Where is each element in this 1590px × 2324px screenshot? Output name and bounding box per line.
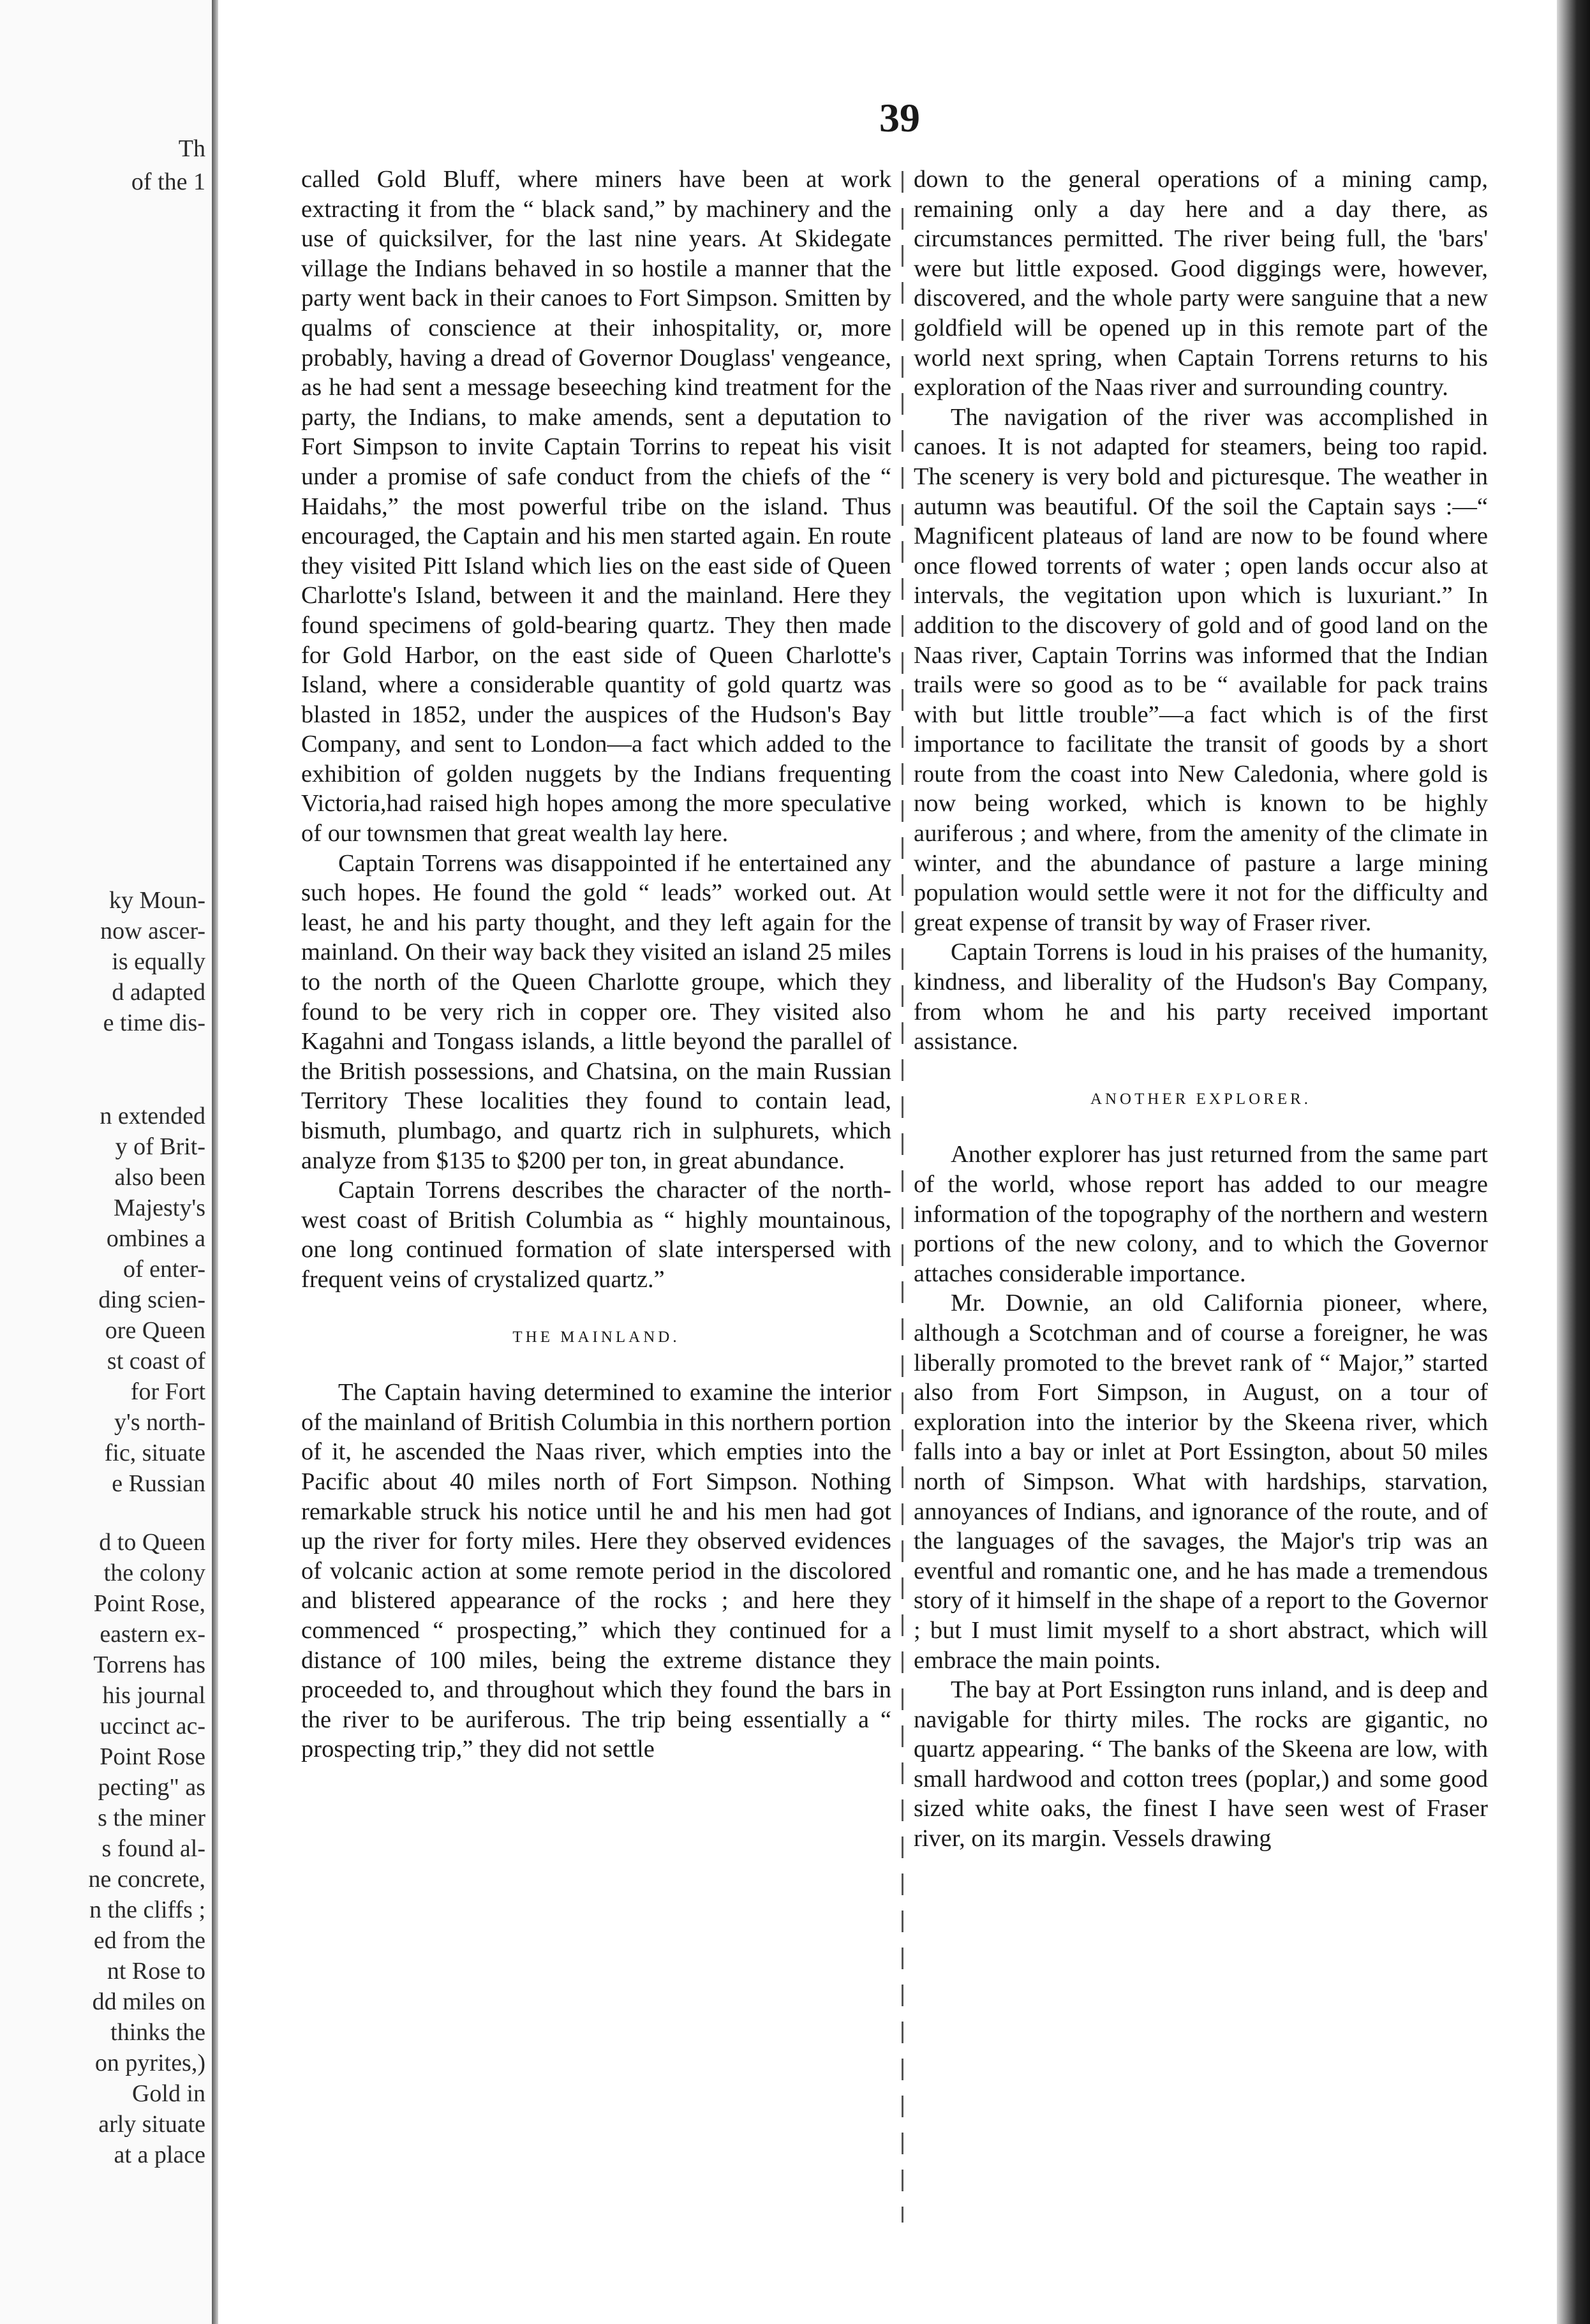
right-column bbox=[914, 165, 1488, 1854]
previous-page-fragment: ne concrete, bbox=[88, 1866, 205, 1893]
previous-page-fragment: uccinct ac- bbox=[100, 1713, 205, 1739]
previous-page-fragment: for Fort bbox=[130, 1378, 205, 1405]
previous-page-fragment: is equally bbox=[112, 948, 205, 975]
section-heading-mainland: THE MAINLAND. bbox=[512, 1328, 680, 1346]
previous-page-fragment: Point Rose, bbox=[93, 1590, 205, 1617]
previous-page-fragment: Point Rose bbox=[100, 1743, 205, 1770]
previous-page-fragment: dd miles on bbox=[92, 1988, 205, 2015]
left-column bbox=[301, 165, 891, 1764]
previous-page-fragment: fic, situate bbox=[104, 1440, 205, 1466]
previous-page-fragment: Majesty's bbox=[113, 1195, 205, 1221]
section-heading-another-explorer: ANOTHER EXPLORER. bbox=[1090, 1090, 1312, 1108]
previous-page-fragment: thinks the bbox=[110, 2019, 205, 2046]
paragraph: The navigation of the river was accomplished in canoes. It is not adapted for steamers, being too rapid. The scenery is very bold and picturesque. The weather in autumn was beautiful. Of the soil the Captain says :—“ Magnificent plateaus of land are now to be found where once flowed torrents of water ; open lands occur also at intervals, the vegitation upon which is luxuriant.” In addition to the discovery of gold and of good land on the Naas river, Captain Torrins was informed that the Indian trails were so good as to be “ available for pack trains with but little trouble”—a fact which is of the first importance to facilitate the transit of goods by a short route from the coast into New Caledonia, where gold is now being worked, which is known to be highly auriferous ; and where, from the amenity of the climate in winter, and the abundance of pasture a large mining population would settle were it not for the difficulty and great expense of transit by way of Fraser river. bbox=[914, 403, 1488, 936]
previous-page-fragment: ky Moun- bbox=[109, 887, 205, 914]
previous-page-fragment: of enter- bbox=[123, 1256, 205, 1283]
previous-page-fragment: s found al- bbox=[101, 1835, 205, 1862]
previous-page-fragment: of the 1 bbox=[131, 168, 205, 195]
paragraph: Captain Torrens is loud in his praises of the humanity, kindness, and liberality of the Hudson's Bay Company, from whom he and his party received important assistance. bbox=[914, 939, 1488, 1055]
previous-page-fragment: Th bbox=[178, 135, 205, 162]
previous-page-fragment: eastern ex- bbox=[100, 1621, 205, 1648]
page-gutter-shadow bbox=[212, 0, 218, 2324]
previous-page-fragment: the colony bbox=[103, 1560, 205, 1586]
paragraph: Another explorer has just returned from the same part of the world, whose report has added to our meagre information of the topography of the northern and western portions of the new colony, and to which the Governor attaches considerable importance. bbox=[914, 1141, 1488, 1287]
paragraph: The bay at Port Essington runs inland, and is deep and navigable for thirty miles. The rocks are gigantic, no quartz appearing. “ The banks of the Skeena are low, with small hardwood and cotton trees (poplar,) and some good sized white oaks, the finest I have seen west of Fraser river, on its margin. Vessels drawing bbox=[914, 1676, 1488, 1852]
previous-page-fragment: y's north- bbox=[114, 1409, 205, 1436]
previous-page-fragment: ombines a bbox=[106, 1225, 205, 1252]
column-divider bbox=[902, 171, 903, 2223]
previous-page-fragment: also been bbox=[114, 1164, 205, 1191]
previous-page-fragment: ore Queen bbox=[105, 1317, 205, 1344]
paragraph: Captain Torrens was disappointed if he entertained any such hopes. He found the gold “ leads” worked out. At least, he and his party thought, and they left again for the mainland. On their way back they visited an island 25 miles to the north of the Queen Charlotte groupe, which they found to be very rich in copper ore. They visited also Kagahni and Tongass islands, a little beyond the parallel of the British possessions, and Chatsina, on the main Russian Territory These localities they found to contain lead, bismuth, plumbago, and quartz rich in sulphurets, which analyze from $135 to $200 per ton, in great abundance. bbox=[301, 849, 891, 1174]
page-number: 39 bbox=[879, 95, 920, 140]
previous-page-fragment: e time dis- bbox=[103, 1009, 205, 1036]
page-right-edge bbox=[1557, 0, 1590, 2324]
previous-page-fragment: at a place bbox=[114, 2142, 205, 2168]
previous-page-fragment: ed from the bbox=[93, 1927, 205, 1954]
previous-page-fragment: arly situate bbox=[98, 2111, 205, 2138]
previous-page-edge bbox=[0, 0, 211, 2324]
previous-page-fragment: Gold in bbox=[131, 2080, 205, 2107]
paragraph: Mr. Downie, an old California pioneer, where, although a Scotchman and of course a foreigner, he was liberally promoted to the brevet rank of “ Major,” started also from Fort Simpson, in August, on a tour of exploration into the interior by the Skeena river, which falls into a bay or inlet at Port Essington, about 50 miles north of Simpson. What with hardships, starvation, annoyances of Indians, and ignorance of the route, and of the languages of the savages, the Major's trip was an eventful and romantic one, and he has made a tremendous story of it himself in the shape of a report to the Governor ; but I must limit myself to a short abstract, which will embrace the main points. bbox=[914, 1290, 1488, 1674]
previous-page-fragment: nt Rose to bbox=[107, 1958, 205, 1985]
previous-page-fragment: on pyrites,) bbox=[94, 2050, 205, 2076]
previous-page-fragment: s the miner bbox=[98, 1805, 205, 1831]
paragraph: The Captain having determined to examine the interior of the mainland of British Columbia in this northern portion of it, he ascended the Naas river, which empties into the Pacific about 40 miles north of Fort Simpson. Nothing remarkable struck his notice until he and his men had got up the river for forty miles. Here they observed evidences of volcanic action at some remote period in the discolored and blistered appearance of the rocks ; and here they commenced “ prospecting,” which they continued for a distance of 100 miles, being the extreme distance they proceeded to, and throughout which they found the bars in the river to be auriferous. The trip being essentially a “ prospecting trip,” they did not settle bbox=[301, 1379, 891, 1763]
previous-page-fragment: y of Brit- bbox=[115, 1133, 205, 1160]
previous-page-fragment: now ascer- bbox=[100, 918, 205, 944]
paragraph: down to the general operations of a mining camp, remaining only a day here and a day there, as circumstances permitted. The river being full, the 'bars' were but little exposed. Good diggings were, however, discovered, and the whole party were sanguine that a new goldfield will be opened up in this remote part of the world next spring, when Captain Torrens returns to his exploration of the Naas river and surrounding country. bbox=[914, 166, 1488, 401]
previous-page-fragment: e Russian bbox=[112, 1470, 205, 1497]
paragraph: called Gold Bluff, where miners have been at work extracting it from the “ black sand,” by machinery and the use of quicksilver, for the last nine years. At Skidegate village the Indians behaved in so hostile a manner that the party went back in their canoes to Fort Simpson. Smitten by qualms of conscience at their inhospitality, or, more probably, having a dread of Governor Douglass' vengeance, as he had sent a message beseeching kind treatment for the party, the Indians, to make amends, sent a deputation to Fort Simpson to invite Captain Torrins to repeat his visit under a promise of safe conduct from the chiefs of the “ Haidahs,” the most powerful tribe on the island. Thus encouraged, the Captain and his men started again. En route they visited Pitt Island which lies on the east side of Queen Charlotte's Island, between it and the mainland. Here they found specimens of gold-bearing quartz. They then made for Gold Harbor, on the east side of Queen Charlotte's Island, where a considerable quantity of gold quartz was blasted in 1852, under the auspices of the Hudson's Bay Company, and sent to London—a fact which added to the exhibition of golden nuggets by the Indians frequenting Victoria,had raised high hopes among the more speculative of our townsmen that great wealth lay here. bbox=[301, 166, 891, 847]
previous-page-fragment: d adapted bbox=[112, 979, 205, 1006]
previous-page-fragment: his journal bbox=[102, 1682, 205, 1709]
previous-page-fragment: pecting" as bbox=[98, 1774, 205, 1801]
previous-page-fragment: ding scien- bbox=[98, 1286, 205, 1313]
previous-page-fragment: d to Queen bbox=[99, 1529, 205, 1556]
previous-page-fragment: n the cliffs ; bbox=[89, 1896, 205, 1923]
paragraph: Captain Torrens describes the character of the north-west coast of British Columbia as “ highly mountainous, one long continued formation of slate interspersed with frequent veins of crystalized quartz.” bbox=[301, 1177, 891, 1293]
previous-page-fragment: n extended bbox=[100, 1103, 205, 1129]
previous-page-fragment: Torrens has bbox=[93, 1651, 205, 1678]
previous-page-fragment: st coast of bbox=[107, 1348, 205, 1374]
